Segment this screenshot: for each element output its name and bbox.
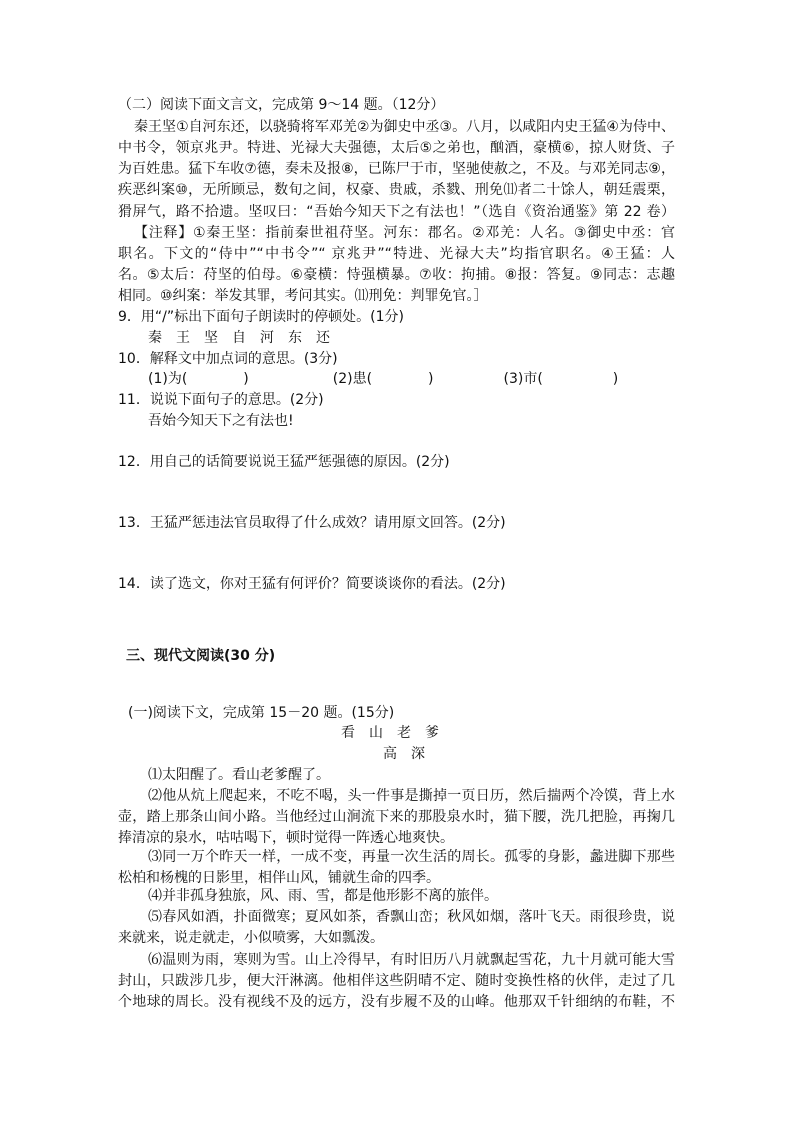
question-11-sentence: 吾始今知天下之有法也! [148,413,294,429]
article-paragraph: ⑵他从炕上爬起来，不吃不喝，头一件事是撕掉一页日历，然后揣两个冷馍，背上水 [148,788,675,804]
question-14: 14．读了选文，你对王猛有何评价？简要谈谈你的看法。(2分) [118,576,506,592]
question-10: 10．解释文中加点词的意思。(3分) [118,351,338,367]
article-paragraph: 松柏和杨槐的日影里，相伴山风，铺就生命的四季。 [118,870,440,886]
article-paragraph: ⑹温则为雨，寒则为雪。山上冷得早，有时旧历八月就飘起雪花，九十月就可能大雪 [148,952,675,968]
passage-line: 猾屏气，路不拾遗。坚叹曰：“吾始今知天下之有法也！”（选自《资治通鉴》第 22 卷） [118,204,675,220]
passage-line: 疾恶纠案⑩，无所顾忌，数旬之间，权豪、贵戚，杀戮、刑免⑾者二十馀人，朝廷震栗， [118,182,675,198]
article-paragraph: 来就来，说走就走，小似喷雾，大如瓢泼。 [118,930,384,946]
article-paragraph: ⑷并非孤身独旅，风、雨、雪，都是他形影不离的旅伴。 [148,888,498,904]
question-11: 11．说说下面句子的意思。(2分) [118,392,324,408]
note-line: 相同。⑩纠案：举发其罪，考问其实。⑾刑免：判罪免官。］ [118,288,488,304]
section-three-heading: 三、现代文阅读(30 分) [126,648,276,664]
question-13: 13．王猛严惩违法官员取得了什么成效？请用原文回答。(2分) [118,515,506,531]
question-9-sentence: 秦 王 坚 自 河 东 还 [148,330,330,346]
passage-line: 秦王坚①自河东还，以骁骑将军邓羌②为御史中丞③。八月，以咸阳内史王猛④为侍中、 [134,119,675,135]
section-heading: （二）阅读下面文言文，完成第 9～14 题。（12分） [118,97,445,113]
question-10-blanks: (1)为( ) (2)患( ) (3)市( ) [148,371,619,387]
article-author: 高深 [383,746,439,762]
note-line: 职名。下文的“侍中”“中书令”“ 京兆尹”“特进、光禄大夫”均指官职名。④王猛：人 [118,246,675,262]
passage-line: 为百姓患。猛下车收⑦德，奏未及报⑧，已陈尸于市，坚驰使赦之，不及。与邓羌同志⑨， [118,161,675,177]
article-paragraph: ⑶同一万个昨天一样，一成不变，再量一次生活的周长。孤零的身影，蠡进脚下那些 [148,849,675,865]
article-paragraph: 捧清凉的泉水，咕咕喝下，顿时觉得一阵透心地爽快。 [118,830,454,846]
article-paragraph: ⑴太阳醒了。看山老爹醒了。 [148,767,330,783]
article-paragraph: 封山，只跋涉几步，便大汗淋漓。他相伴这些阴晴不定、随时变换性格的伙伴，走过了几 [118,973,675,989]
article-paragraph: ⑸春风如酒，扑面微寒；夏风如茶，香飘山峦；秋风如烟，落叶飞天。雨很珍贵，说 [148,909,675,925]
article-paragraph: 个地球的周长。没有视线不及的远方，没有步履不及的山峰。他那双千针细纳的布鞋，不 [118,994,675,1010]
note-line: 名。⑤太后：苻坚的伯母。⑥豪横：恃强横暴。⑦收：拘捕。⑧报：答复。⑨同志：志趣 [118,267,675,283]
question-12: 12．用自己的话简要说说王猛严惩强德的原因。(2分) [118,454,450,470]
question-9: 9．用“/”标出下面句子朗读时的停顿处。(1分) [118,309,404,325]
reading-instructions: (一)阅读下文，完成第 15－20 题。(15分) [128,705,395,721]
passage-line: 中书令，领京兆尹。特进、光禄大夫强德，太后⑤之弟也，酗酒，豪横⑥，掠人财货、子 [118,140,675,156]
note-line: 【注释】①秦王坚：指前秦世祖苻坚。河东：郡名。②邓羌：人名。③御史中丞：官 [134,225,675,241]
article-paragraph: 壶，踏上那条山间小路。当他经过山涧流下来的那股泉水时，猫下腰，洗几把脸，再掬几 [118,809,675,825]
article-title: 看山老爹 [341,725,453,741]
